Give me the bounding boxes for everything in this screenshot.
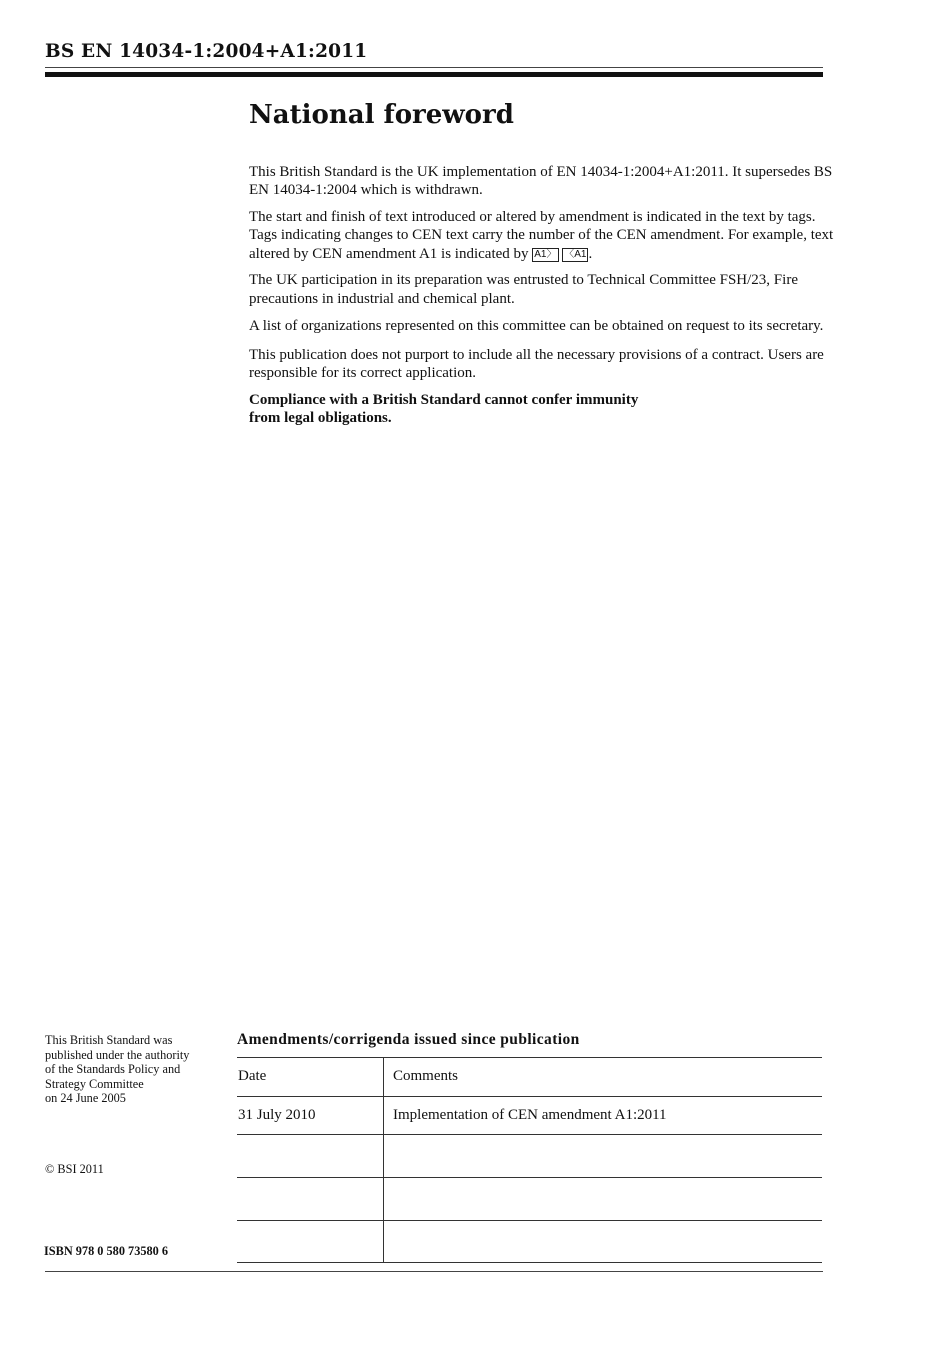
table-row	[237, 1178, 822, 1221]
amendments-table	[237, 1057, 822, 1263]
paragraph-committee: The UK participation in its preparation was entrusted to Technical Committee FSH/23, Fire precautions in industrial and chemical plant.	[249, 272, 798, 307]
publication-note-line: published under the authority	[45, 1047, 190, 1062]
table-cell-comments	[384, 1221, 823, 1263]
table-header-row	[237, 1058, 822, 1097]
table-cell-comments: Implementation of CEN amendment A1:2011	[384, 1097, 823, 1135]
header-rule-thin	[45, 67, 823, 68]
table-cell-comments	[384, 1178, 823, 1221]
copyright: © BSI 2011	[45, 1162, 104, 1176]
table-cell-date	[237, 1178, 384, 1221]
table-row	[237, 1097, 822, 1135]
table-cell-date	[237, 1135, 384, 1178]
paragraph-provisions: This publication does not purport to include all the necessary provisions of a contract. Users are responsible for its correct application.	[249, 346, 824, 382]
foreword-body	[249, 163, 839, 436]
table-cell-comments	[384, 1135, 823, 1178]
table-header-cell: Comments	[384, 1058, 823, 1097]
paragraph-implementation: This British Standard is the UK implementation of EN 14034-1:2004+A1:2011. It supersedes BS EN 14034-1:2004 which is withdrawn.	[249, 164, 833, 199]
amendments-title: Amendments/corrigenda issued since publication	[237, 1031, 580, 1048]
table-cell-date: 31 July 2010	[237, 1097, 384, 1135]
amendment-start-tag-icon: A1〉	[534, 248, 557, 260]
document-id: BS EN 14034-1:2004+A1:2011	[45, 41, 368, 62]
footer-rule	[45, 1271, 823, 1272]
amendment-tags-text: The start and finish of text introduced or altered by amendment is indicated in the text by tags. Tags indicating changes to CEN text carry the number of the CEN amendment. For example, text altered by CEN amendment A1 is indicated by	[249, 209, 834, 262]
publication-note-line: of the Standards Policy and	[45, 1062, 181, 1076]
header-rule-thick	[45, 72, 823, 77]
page-title: National foreword	[249, 100, 514, 130]
publication-note-line: on 24 June 2005	[45, 1091, 126, 1105]
publication-note-line: Strategy Committee	[45, 1076, 144, 1091]
compliance-line-1: Compliance with a British Standard cannot confer immunity	[249, 391, 639, 408]
amendment-end-tag-icon: 〈A1	[564, 248, 587, 260]
publication-note-line: This British Standard was	[45, 1033, 173, 1047]
table-cell-date	[237, 1221, 384, 1263]
publication-note	[45, 1033, 230, 1106]
paragraph-compliance	[249, 391, 839, 428]
paragraph-amendment-tags	[249, 208, 839, 263]
compliance-line-2: from legal obligations.	[249, 410, 392, 427]
isbn: ISBN 978 0 580 73580 6	[44, 1244, 169, 1258]
paragraph-organizations: A list of organizations represented on this committee can be obtained on request to its secretary.	[249, 317, 824, 334]
table-header-cell: Date	[237, 1058, 384, 1097]
table-row	[237, 1221, 822, 1263]
table-row	[237, 1135, 822, 1178]
amendment-tags-end: .	[588, 245, 593, 262]
